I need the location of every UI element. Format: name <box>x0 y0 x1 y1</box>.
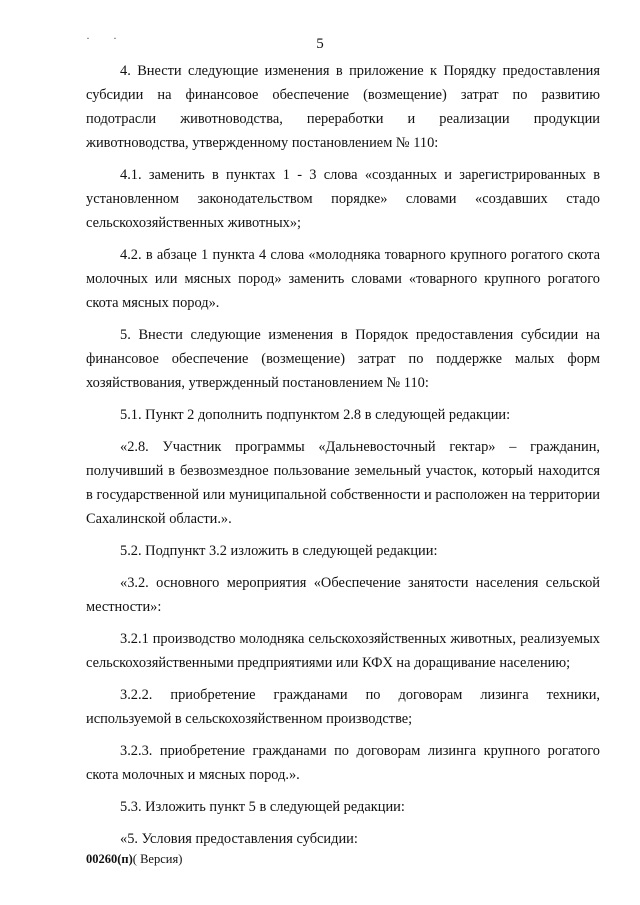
document-body <box>86 59 600 859</box>
paragraph: 3.2.2. приобретение гражданами по договорам лизинга техники, используемой в сельскохозяйственном производстве; <box>86 687 600 727</box>
footer-version: ( Версия) <box>132 852 183 866</box>
paragraph: 4.1. заменить в пунктах 1 - 3 слова «созданных и зарегистрированных в установленном законодательством порядке» словами «создавших стадо сельскохозяйственных животных»; <box>86 167 600 231</box>
paragraph: 5. Внести следующие изменения в Порядок предоставления субсидии на финансовое обеспечение (возмещение) затрат по поддержке малых форм хозяйствования, утвержденный постановлением № 110: <box>86 327 600 391</box>
page-number: 5 <box>316 36 324 52</box>
paragraph: «5. Условия предоставления субсидии: <box>120 831 358 847</box>
paragraph: 3.2.3. приобретение гражданами по договорам лизинга крупного рогатого скота молочных и мясных пород.». <box>86 743 600 783</box>
paragraph: «3.2. основного мероприятия «Обеспечение занятости населения сельской местности»: <box>86 575 600 615</box>
document-footer <box>86 852 182 867</box>
paragraph: 4.2. в абзаце 1 пункта 4 слова «молодняка товарного крупного рогатого скота молочных или мясных пород» заменить словами «товарного крупного рогатого скота мясных пород». <box>86 247 600 311</box>
paragraph: 5.3. Изложить пункт 5 в следующей редакции: <box>120 799 405 815</box>
paragraph: 4. Внести следующие изменения в приложение к Порядку предоставления субсидии на финансовое обеспечение (возмещение) затрат по развитию подотрасли животноводства, переработки и реализации продукции животноводства, утвержденному постановлением № 110: <box>86 63 600 151</box>
paragraph: «2.8. Участник программы «Дальневосточный гектар» – гражданин, получивший в безвозмездное пользование земельный участок, который находится в государственной или муниципальной собственности и расположен на территории Сахалинской области.». <box>86 439 600 527</box>
scan-marks: · · <box>86 31 127 45</box>
paragraph: 3.2.1 производство молодняка сельскохозяйственных животных, реализуемых сельскохозяйственными предприятиями или КФХ на доращивание населению; <box>86 631 600 671</box>
paragraph: 5.1. Пункт 2 дополнить подпунктом 2.8 в следующей редакции: <box>120 407 511 423</box>
footer-code: 00260(п) <box>86 852 133 866</box>
paragraph: 5.2. Подпункт 3.2 изложить в следующей редакции: <box>120 543 438 559</box>
